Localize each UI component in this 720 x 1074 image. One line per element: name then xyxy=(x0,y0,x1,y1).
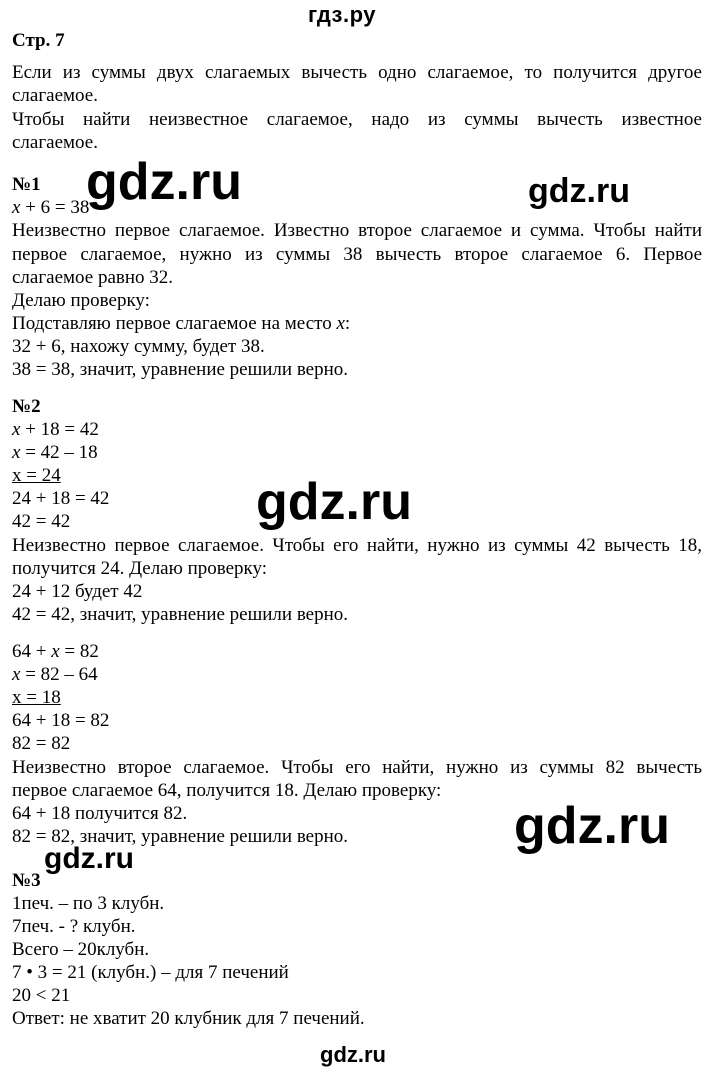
page-number: Стр. 7 xyxy=(12,30,65,51)
task2b-text-2: первое слагаемое 64, получится 18. Делаю проверку: xyxy=(12,780,442,801)
task1-text-1: Неизвестно первое слагаемое. Известно второе слагаемое и сумма. Чтобы найти xyxy=(12,220,702,241)
task1-substitute: Подставляю первое слагаемое на место x: xyxy=(12,313,351,334)
watermark-logo: gdz.ru xyxy=(528,172,630,210)
task2b-text-3: 64 + 18 получится 82. xyxy=(12,803,188,824)
watermark-logo: gdz.ru xyxy=(320,1042,386,1067)
task3-line-2: 7печ. - ? клубн. xyxy=(12,916,136,937)
task1-equation: x + 6 = 38 xyxy=(12,197,90,218)
site-header-watermark: гдз.ру xyxy=(308,2,376,27)
task3-line-5: 20 < 21 xyxy=(12,985,71,1006)
task3-number: №3 xyxy=(12,870,41,891)
task2a-step: x = 42 – 18 xyxy=(12,442,98,463)
task3-line-4: 7 • 3 = 21 (клубн.) – для 7 печений xyxy=(12,962,289,983)
task2a-text-3: 24 + 12 будет 42 xyxy=(12,581,143,602)
task1-sum: 32 + 6, нахожу сумму, будет 38. xyxy=(12,336,265,357)
task1-text-2: первое слагаемое, нужно из суммы 38 вычесть второе слагаемое 6. Первое xyxy=(12,244,702,265)
task2b-check-2: 82 = 82 xyxy=(12,733,71,754)
watermark-logo: gdz.ru xyxy=(44,842,134,875)
task2a-equation: x + 18 = 42 xyxy=(12,419,99,440)
task2-number: №2 xyxy=(12,396,41,417)
watermark-logo: gdz.ru xyxy=(256,473,412,531)
task2b-text-1: Неизвестно второе слагаемое. Чтобы его найти, нужно из суммы 82 вычесть xyxy=(12,757,702,778)
task2b-text-4: 82 = 82, значит, уравнение решили верно. xyxy=(12,826,349,847)
task1-text-4: Делаю проверку: xyxy=(12,290,150,311)
task2a-text-4: 42 = 42, значит, уравнение решили верно. xyxy=(12,604,349,625)
rule-line-3: Чтобы найти неизвестное слагаемое, надо из суммы вычесть известное xyxy=(12,109,702,130)
task2a-answer: x = 24 xyxy=(12,465,61,486)
watermark-logo: gdz.ru xyxy=(514,797,670,855)
task2a-check-2: 42 = 42 xyxy=(12,511,71,532)
rule-line-2: слагаемое. xyxy=(12,85,98,106)
task2b-step: x = 82 – 64 xyxy=(12,664,98,685)
task2a-text-1: Неизвестно первое слагаемое. Чтобы его найти, нужно из суммы 42 вычесть 18, xyxy=(12,535,702,556)
rule-line-1: Если из суммы двух слагаемых вычесть одно слагаемое, то получится другое xyxy=(12,62,702,83)
task1-number: №1 xyxy=(12,174,41,195)
task2a-check-1: 24 + 18 = 42 xyxy=(12,488,110,509)
task2b-equation: 64 + x = 82 xyxy=(12,641,99,662)
task2b-answer: x = 18 xyxy=(12,687,61,708)
task3-line-1: 1печ. – по 3 клубн. xyxy=(12,893,165,914)
task1-check: 38 = 38, значит, уравнение решили верно. xyxy=(12,359,349,380)
task2b-check-1: 64 + 18 = 82 xyxy=(12,710,110,731)
task1-text-3: слагаемое равно 32. xyxy=(12,267,174,288)
rule-line-4: слагаемое. xyxy=(12,132,98,153)
task2a-text-2: получится 24. Делаю проверку: xyxy=(12,558,268,579)
task3-answer: Ответ: не хватит 20 клубник для 7 печений. xyxy=(12,1008,365,1029)
task3-line-3: Всего – 20клубн. xyxy=(12,939,150,960)
watermark-logo: gdz.ru xyxy=(86,153,242,211)
